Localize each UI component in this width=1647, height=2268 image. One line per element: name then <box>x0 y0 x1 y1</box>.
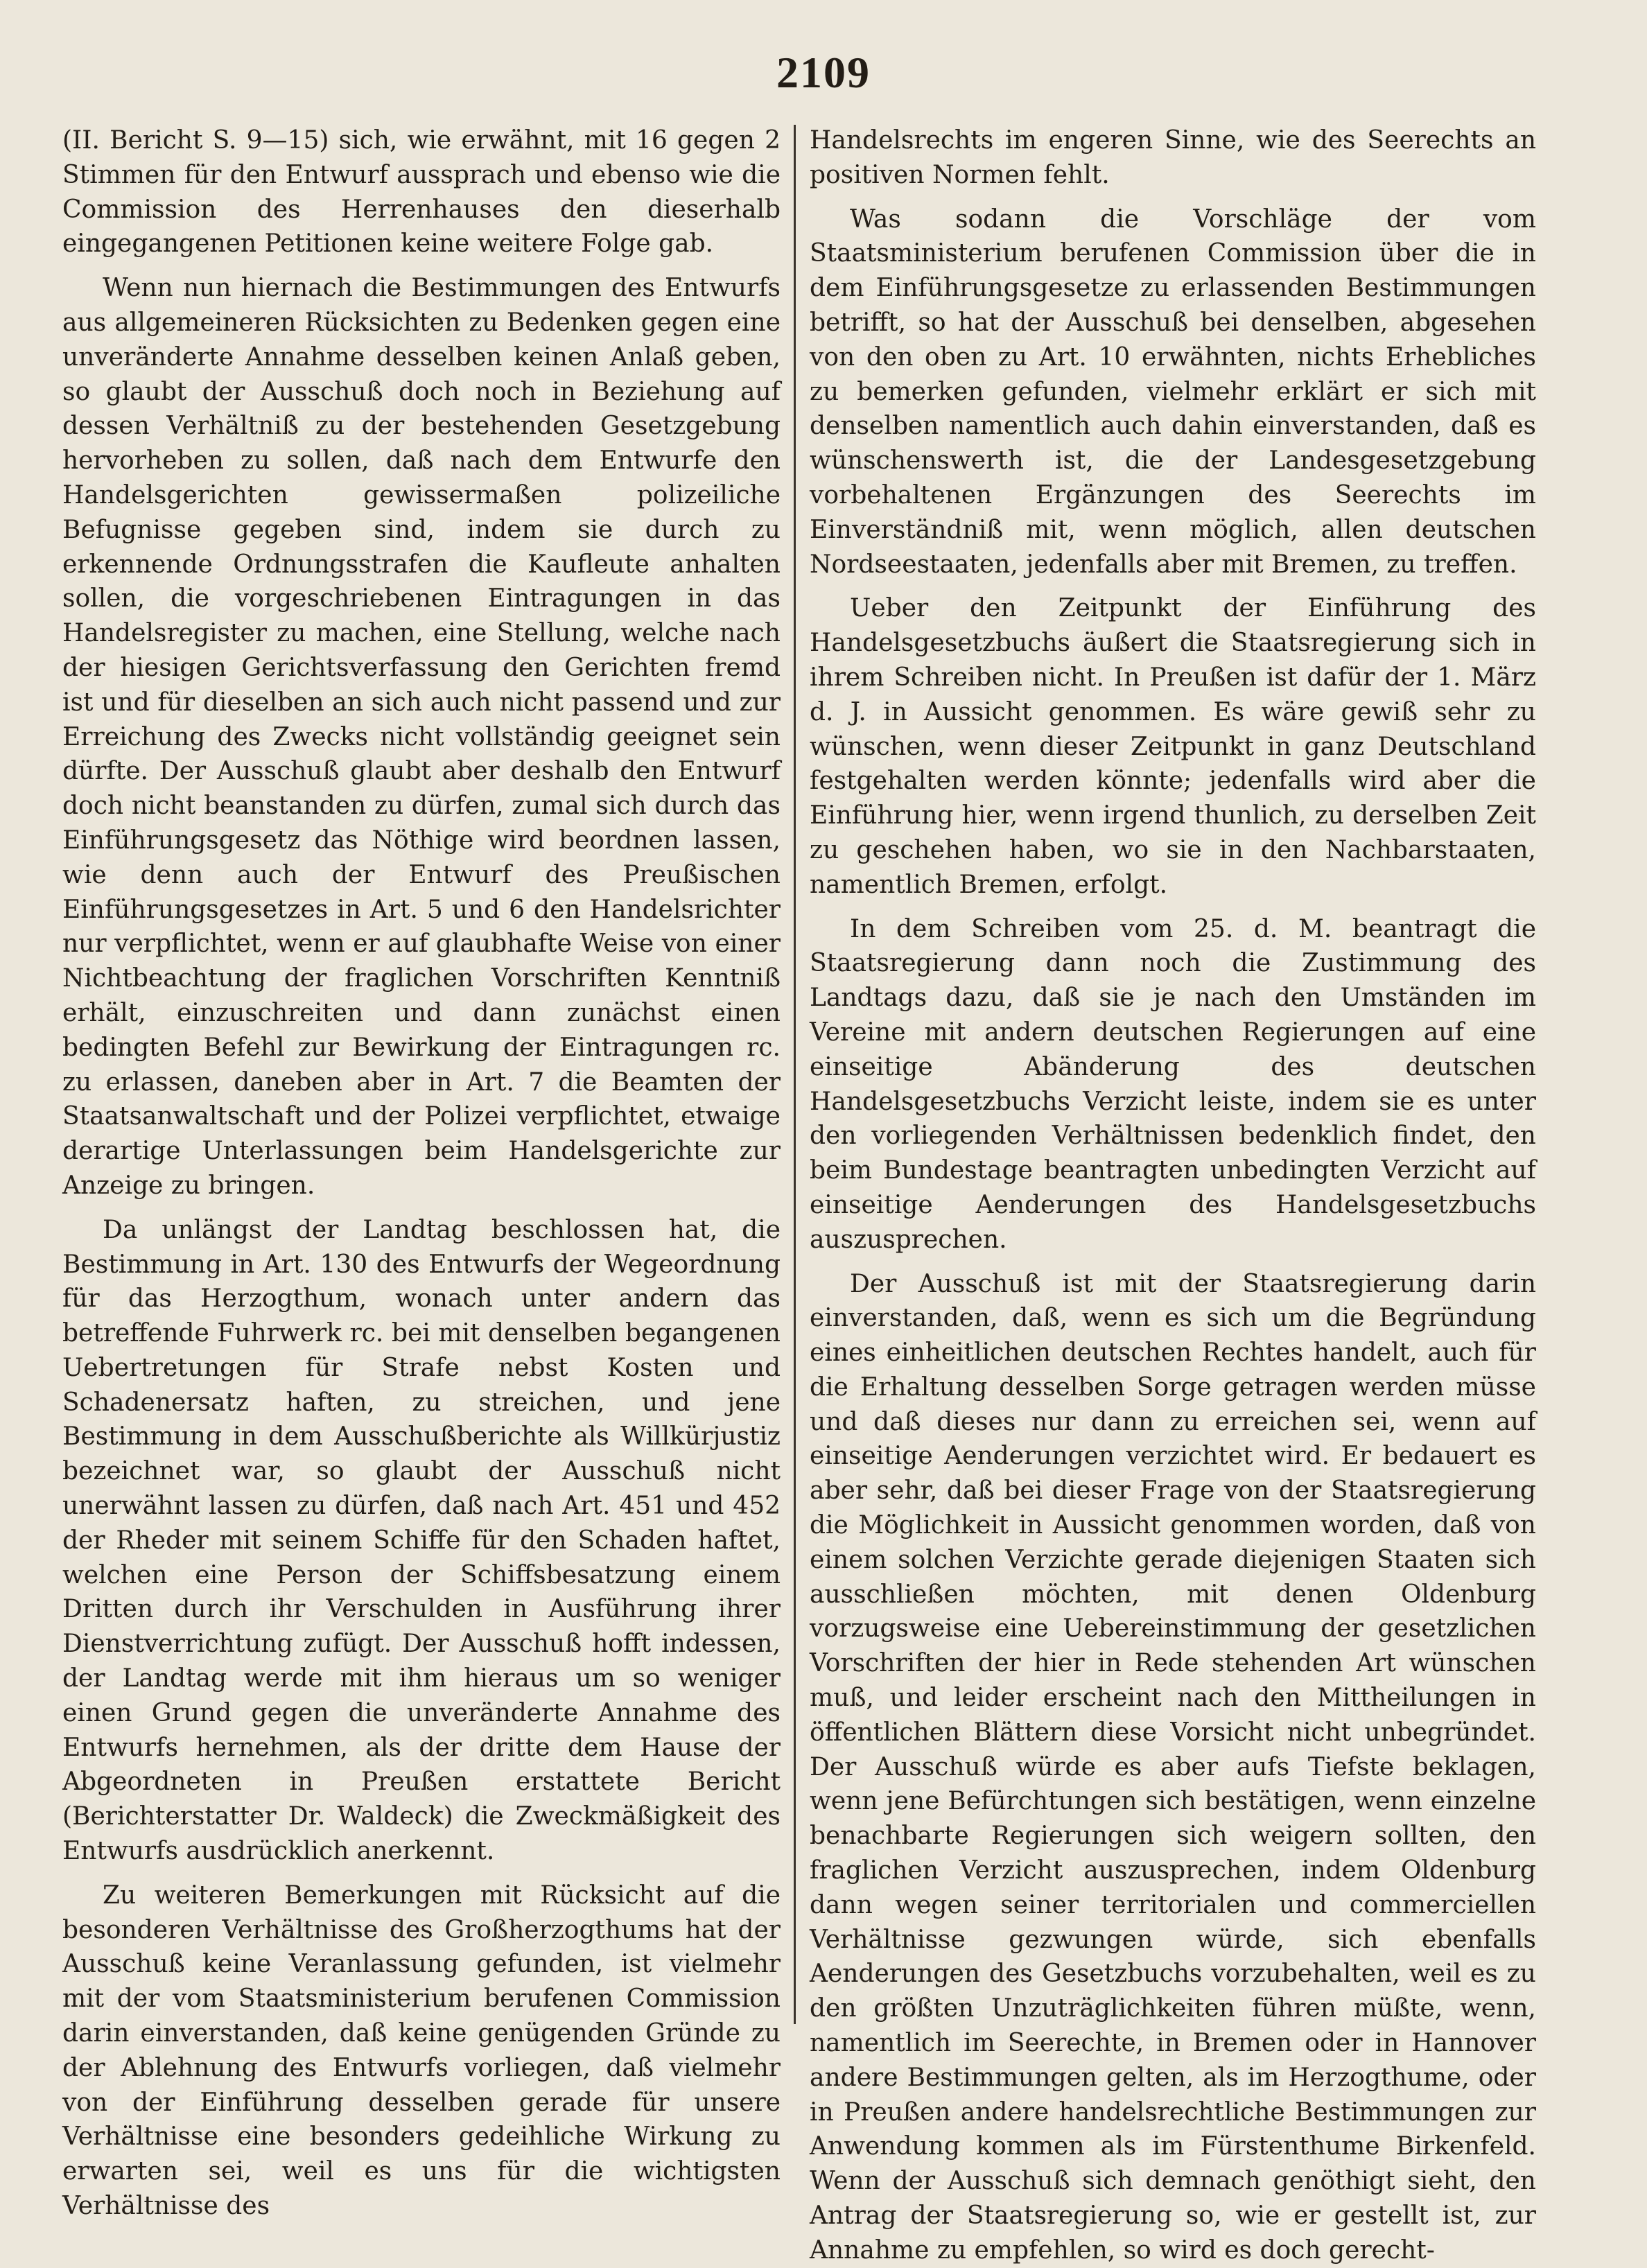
right-column <box>810 123 1536 2265</box>
page-number: 2109 <box>776 48 871 97</box>
paragraph: Was sodann die Vorschläge der vom Staatsministerium berufenen Commission über die in dem Einführungsgesetze zu erlassenden Bestimmungen betrifft, so hat der Ausschuß bei denselben, abgesehen von den oben zu Art. 10 erwähnten, nichts Erhebliches zu bemerken gefunden, vielmehr erklärt er sich mit denselben namentlich auch dahin einverstanden, daß es wünschenswerth ist, die der Landesgesetzgebung vorbehaltenen Ergänzungen des Seerechts im Einverständniß mit, wenn möglich, allen deutschen Nordseestaaten, jedenfalls aber mit Bremen, zu treffen. <box>810 204 1536 579</box>
paragraph: (II. Bericht S. 9—15) sich, wie erwähnt, mit 16 gegen 2 Stimmen für den Entwurf aussprach und ebenso wie die Commission des Herrenhauses den dieserhalb eingegangenen Petitionen keine weitere Folge gab. <box>62 126 781 259</box>
paragraph: Handelsrechts im engeren Sinne, wie des Seerechts an positiven Normen fehlt. <box>810 126 1536 189</box>
paragraph: Der Ausschuß ist mit der Staatsregierung darin einverstanden, daß, wenn es sich um die Begründung eines einheitlichen deutschen Rechtes handelt, auch für die Erhaltung desselben Sorge getragen werden müsse und daß dieses nur dann zu erreichen sei, wenn auf einseitige Aenderungen verzichtet wird. Er bedauert es aber sehr, daß bei dieser Frage von der Staatsregierung die Möglichkeit in Aussicht genommen worden, daß von einem solchen Verzichte gerade diejenigen Staaten sich ausschließen möchten, mit denen Oldenburg vorzugsweise eine Uebereinstimmung der gesetzlichen Vorschriften der hier in Rede stehenden Art wünschen muß, und leider erscheint nach den Mittheilungen in öffentlichen Blättern diese Vorsicht nicht unbegründet. Der Ausschuß würde es aber aufs Tiefste beklagen, wenn jene Befürchtungen sich bestätigen, wenn einzelne benachbarte Regierungen sich weigern sollten, den fraglichen Verzicht auszusprechen, indem Oldenburg dann wegen seiner territorialen und commerciellen Verhältnisse gezwungen würde, sich ebenfalls Aenderungen des Gesetzbuchs vorzubehalten, weil es zu den größten Unzuträglichkeiten führen müßte, wenn, namentlich im Seerechte, in Bremen oder in Hannover andere Bestimmungen gelten, als im Herzogthume, oder in Preußen andere handelsrechtliche Bestimmungen zur Anwendung kommen als im Fürstenthume Birkenfeld. Wenn der Ausschuß sich demnach genöthigt sieht, den Antrag der Staatsregierung so, wie er gestellt ist, zur Annahme zu empfehlen, so wird es doch gerecht- <box>810 1269 1536 2265</box>
column-divider <box>794 125 796 2024</box>
paragraph: Zu weiteren Bemerkungen mit Rücksicht auf die besonderen Verhältnisse des Großherzogthums hat der Ausschuß keine Veranlassung gefunden, ist vielmehr mit der vom Staatsministerium berufenen Commission darin einverstanden, daß keine genügenden Gründe zu der Ablehnung des Entwurfs vorliegen, daß vielmehr von der Einführung desselben gerade für unsere Verhältnisse eine besonders gedeihliche Wirkung zu erwarten sei, weil es uns für die wichtigsten Verhältnisse des <box>62 1881 781 2221</box>
paragraph: Wenn nun hiernach die Bestimmungen des Entwurfs aus allgemeineren Rücksichten zu Bedenken gegen eine unveränderte Annahme desselben keinen Anlaß geben, so glaubt der Ausschuß doch noch in Beziehung auf dessen Verhältniß zu der bestehenden Gesetzgebung hervorheben zu sollen, daß nach dem Entwurfe den Handelsgerichten gewissermaßen polizeiliche Befugnisse gegeben sind, indem sie durch zu erkennende Ordnungsstrafen die Kaufleute anhalten sollen, die vorgeschriebenen Eintragungen in das Handelsregister zu machen, eine Stellung, welche nach der hiesigen Gerichtsverfassung den Gerichten fremd ist und für dieselben an sich auch nicht passend und zur Erreichung des Zwecks nicht vollständig geeignet sein dürfte. Der Ausschuß glaubt aber deshalb den Entwurf doch nicht beanstanden zu dürfen, zumal sich durch das Einführungsgesetz das Nöthige wird beordnen lassen, wie denn auch der Entwurf des Preußischen Einführungsgesetzes in Art. 5 und 6 den Handelsrichter nur verpflichtet, wenn er auf glaubhafte Weise von einer Nichtbeachtung der fraglichen Vorschriften Kenntniß erhält, einzuschreiten und dann zunächst einen bedingten Befehl zur Bewirkung der Eintragungen rc. zu erlassen, daneben aber in Art. 7 die Beamten der Staatsanwaltschaft und der Polizei verpflichtet, etwaige derartige Unterlassungen beim Handelsgerichte zur Anzeige zu bringen. <box>62 274 781 1200</box>
paragraph: In dem Schreiben vom 25. d. M. beantragt die Staatsregierung dann noch die Zustimmung des Landtags dazu, daß sie je nach den Umständen im Vereine mit andern deutschen Regierungen auf eine einseitige Abänderung des deutschen Handelsgesetzbuchs Verzicht leiste, indem sie es unter den vorliegenden Verhältnissen bedenklich findet, den beim Bundestage beantragten unbedingten Verzicht auf einseitige Aenderungen des Handelsgesetzbuchs auszusprechen. <box>810 914 1536 1254</box>
left-column <box>62 123 781 2221</box>
paragraph: Ueber den Zeitpunkt der Einführung des Handelsgesetzbuchs äußert die Staatsregierung sich in ihrem Schreiben nicht. In Preußen ist dafür der 1. März d. J. in Aussicht genommen. Es wäre gewiß sehr zu wünschen, wenn dieser Zeitpunkt in ganz Deutschland festgehalten werden könnte; jedenfalls wird aber die Einführung hier, wenn irgend thunlich, zu derselben Zeit zu geschehen haben, wo sie in den Nachbarstaaten, namentlich Bremen, erfolgt. <box>810 594 1536 899</box>
paragraph: Da unlängst der Landtag beschlossen hat, die Bestimmung in Art. 130 des Entwurfs der Wegeordnung für das Herzogthum, wonach unter andern das betreffende Fuhrwerk rc. bei mit denselben begangenen Uebertretungen für Strafe nebst Kosten und Schadenersatz haften, zu streichen, und jene Bestimmung in dem Ausschußberichte als Willkürjustiz bezeichnet war, so glaubt der Ausschuß nicht unerwähnt lassen zu dürfen, daß nach Art. 451 und 452 der Rheder mit seinem Schiffe für den Schaden haftet, welchen eine Person der Schiffsbesatzung einem Dritten durch ihr Verschulden in Ausführung ihrer Dienstverrichtung zufügt. Der Ausschuß hofft indessen, der Landtag werde mit ihm hieraus um so weniger einen Grund gegen die unveränderte Annahme des Entwurfs hernehmen, als der dritte dem Hause der Abgeordneten in Preußen erstattete Bericht (Berichterstatter Dr. Waldeck) die Zweckmäßigkeit des Entwurfs ausdrücklich anerkennt. <box>62 1215 781 1866</box>
